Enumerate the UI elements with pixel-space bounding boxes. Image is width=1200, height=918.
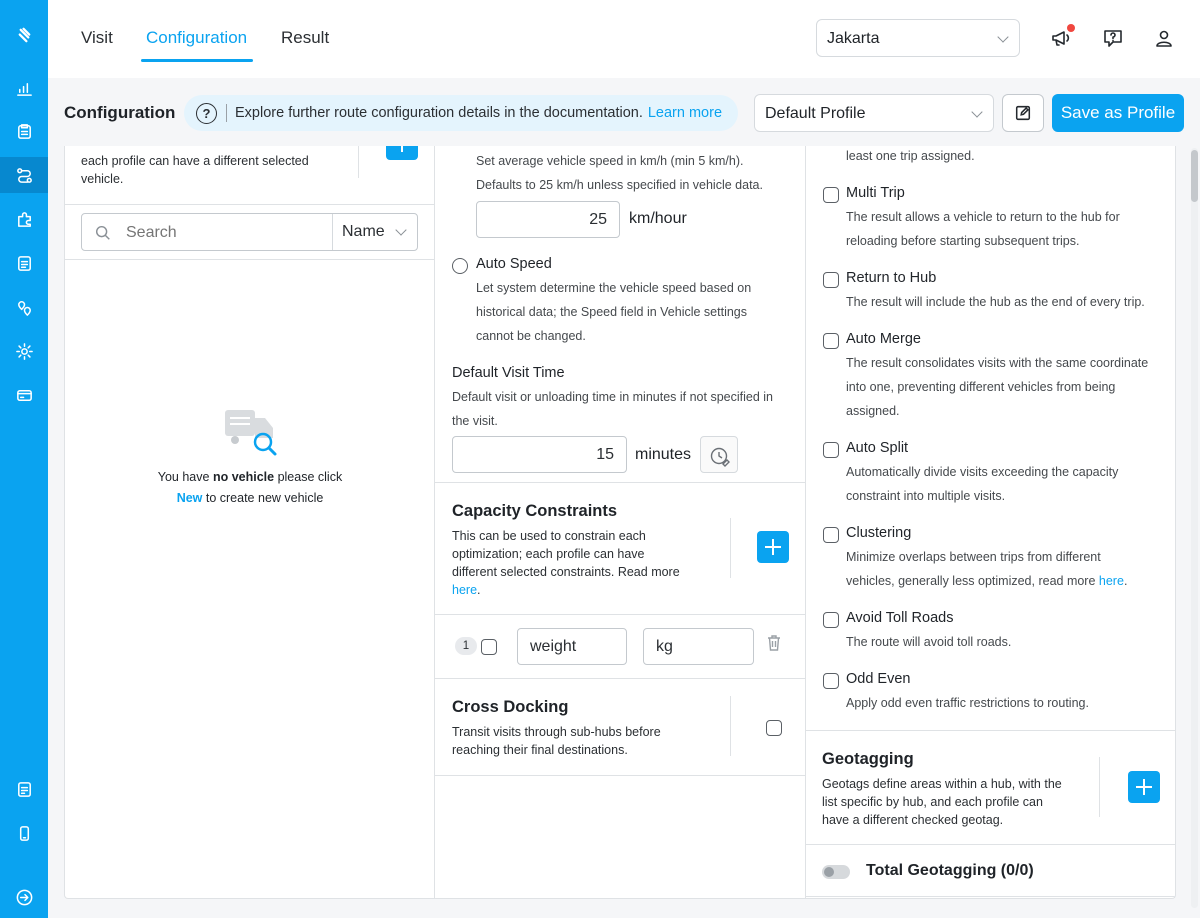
divider xyxy=(806,896,1175,897)
configuration-panel xyxy=(64,146,1176,899)
speed-constraints-column xyxy=(435,146,806,899)
tab-visit[interactable]: Visit xyxy=(81,28,113,47)
chevron-down-icon xyxy=(395,224,406,235)
capacity-constraints-description: This can be used to constrain each optimization; each profile can have different selected constraints. Read more here. xyxy=(452,529,680,597)
vehicle-search-box xyxy=(81,213,418,251)
toggle-knob xyxy=(824,867,834,877)
credit-card-icon[interactable] xyxy=(0,377,48,413)
clustering-checkbox[interactable] xyxy=(823,527,839,543)
geotagging-title: Geotagging xyxy=(822,750,914,768)
divider xyxy=(358,146,359,178)
vehicle-search-input[interactable] xyxy=(126,222,326,244)
help-chat-icon[interactable] xyxy=(1101,26,1127,52)
page-title: Configuration xyxy=(64,103,176,122)
odd-even-checkbox[interactable] xyxy=(823,673,839,689)
chevron-down-icon xyxy=(997,31,1008,42)
clustering-description-text: Minimize overlaps between trips from different vehicles, generally less optimized, read more xyxy=(846,550,1101,588)
divider xyxy=(730,518,731,578)
no-vehicle-illustration-icon xyxy=(223,408,279,460)
avoid-toll-roads-label: Avoid Toll Roads xyxy=(846,610,954,626)
multi-trip-description: The result allows a vehicle to return to the hub for reloading before starting subsequent trips. xyxy=(846,210,1120,248)
odd-even-description: Apply odd even traffic restrictions to routing. xyxy=(846,696,1089,710)
return-to-hub-description: The result will include the hub as the end of every trip. xyxy=(846,295,1145,309)
odd-even-label: Odd Even xyxy=(846,671,911,687)
vehicle-column xyxy=(65,146,435,899)
learn-more-link[interactable]: Learn more xyxy=(647,105,723,121)
cross-docking-title: Cross Docking xyxy=(452,698,569,716)
divider xyxy=(65,204,435,205)
vehicle-description: each profile can have a different selected vehicle. xyxy=(81,154,309,186)
active-tab-indicator xyxy=(141,59,253,62)
clock-edit-icon xyxy=(708,444,732,468)
sidebar-rail xyxy=(0,0,48,918)
city-select[interactable] xyxy=(816,19,1020,57)
empty-vehicle-message xyxy=(65,467,435,509)
capacity-read-more-link[interactable]: here xyxy=(452,583,478,597)
avoid-toll-roads-description: The route will avoid toll roads. xyxy=(846,635,1012,649)
divider xyxy=(65,259,435,260)
visit-time-input[interactable]: 15 xyxy=(452,436,627,473)
tab-result[interactable]: Result xyxy=(281,28,330,47)
options-column xyxy=(806,146,1176,899)
constraint-checkbox[interactable] xyxy=(481,639,497,655)
notification-dot xyxy=(1067,24,1075,32)
empty-text: You have xyxy=(157,470,210,484)
avoid-toll-roads-checkbox[interactable] xyxy=(823,612,839,628)
default-visit-time-description: Default visit or unloading time in minutes if not specified in the visit. xyxy=(452,390,773,428)
info-banner-text: Explore further route configuration details in the documentation. xyxy=(235,105,643,121)
cross-docking-checkbox[interactable] xyxy=(766,720,782,736)
geotagging-description: Geotags define areas within a hub, with the list specific by hub, and each profile can have a different checked geotag. xyxy=(822,777,1062,827)
auto-merge-description: The result consolidates visits with the same coordinate into one, preventing different vehicles from being assigned. xyxy=(846,356,1149,418)
speed-input[interactable]: 25 xyxy=(476,201,620,238)
auto-speed-description: Let system determine the vehicle speed based on historical data; the Speed field in Vehicle settings cannot be changed. xyxy=(476,281,752,343)
return-to-hub-checkbox[interactable] xyxy=(823,272,839,288)
default-visit-time-title: Default Visit Time xyxy=(452,365,565,381)
edit-profile-button[interactable] xyxy=(1002,94,1044,132)
auto-speed-radio[interactable] xyxy=(452,258,468,274)
divider xyxy=(435,678,806,679)
brand-logo-icon[interactable] xyxy=(0,17,48,53)
constraint-unit-input[interactable]: kg xyxy=(643,628,754,665)
constraint-index-badge: 1 xyxy=(455,637,477,655)
edit-pencil-icon xyxy=(1014,104,1032,122)
auto-split-description: Automatically divide visits exceeding the capacity constraint into multiple visits. xyxy=(846,465,1119,503)
clustering-description: Minimize overlaps between trips from different vehicles, generally less optimized, read more here. xyxy=(846,550,1128,588)
profile-select-value: Default Profile xyxy=(765,105,866,122)
expand-sidebar-icon[interactable] xyxy=(0,879,48,915)
mobile-device-icon[interactable] xyxy=(0,815,48,851)
scrollbar-thumb[interactable] xyxy=(1191,150,1198,202)
auto-merge-label: Auto Merge xyxy=(846,331,921,347)
divider xyxy=(806,730,1175,731)
puzzle-icon[interactable] xyxy=(0,201,48,237)
divider xyxy=(435,614,806,615)
multi-trip-checkbox[interactable] xyxy=(823,187,839,203)
auto-speed-label: Auto Speed xyxy=(476,256,552,272)
add-capacity-constraint-button[interactable] xyxy=(757,531,789,563)
announcement-megaphone-icon[interactable] xyxy=(1049,26,1075,52)
search-icon xyxy=(94,224,112,242)
divider xyxy=(435,775,806,776)
auto-split-checkbox[interactable] xyxy=(823,442,839,458)
tab-configuration[interactable]: Configuration xyxy=(146,28,248,47)
auto-merge-checkbox[interactable] xyxy=(823,333,839,349)
clustering-read-more-link[interactable]: here xyxy=(1098,574,1124,588)
cross-docking-description: Transit visits through sub-hubs before reaching their final destinations. xyxy=(452,725,661,757)
divider xyxy=(435,482,806,483)
multi-trip-label: Multi Trip xyxy=(846,185,905,201)
divider xyxy=(1099,757,1100,817)
capacity-constraints-title: Capacity Constraints xyxy=(452,502,618,520)
divider xyxy=(730,696,731,756)
dashboard-chart-icon[interactable] xyxy=(0,70,48,106)
save-as-profile-button[interactable]: Save as Profile xyxy=(1052,94,1184,132)
return-to-hub-label: Return to Hub xyxy=(846,270,937,286)
speed-unit: km/hour xyxy=(629,210,687,227)
route-optimization-icon[interactable] xyxy=(0,157,48,193)
trash-icon[interactable] xyxy=(766,634,782,652)
help-question-icon: ? xyxy=(196,103,217,124)
visit-time-unit: minutes xyxy=(635,446,692,463)
capacity-description-text: This can be used to constrain each optimization; each profile can have different selected constraints. Read more xyxy=(452,529,680,579)
document-list-icon[interactable] xyxy=(0,245,48,281)
empty-text: please click xyxy=(277,470,343,484)
notes-icon[interactable] xyxy=(0,771,48,807)
sort-by-value: Name xyxy=(342,223,385,240)
chevron-down-icon xyxy=(971,106,982,117)
speed-description: Set average vehicle speed in km/h (min 5 km/h). Defaults to 25 km/h unless specified in vehicle data. xyxy=(476,154,763,192)
empty-text-bold: no vehicle xyxy=(212,470,275,484)
option-overflow-text: least one trip assigned. xyxy=(846,149,975,163)
add-vehicle-button[interactable] xyxy=(386,146,418,160)
auto-split-label: Auto Split xyxy=(846,440,909,456)
clipboard-icon[interactable] xyxy=(0,113,48,149)
documentation-info-banner xyxy=(184,95,738,131)
divider xyxy=(806,844,1175,845)
total-geotagging-label: Total Geotagging (0/0) xyxy=(866,862,1034,879)
user-profile-icon[interactable] xyxy=(1152,26,1178,52)
scrollbar-track[interactable] xyxy=(1191,148,1198,908)
add-geotag-button[interactable] xyxy=(1128,771,1160,803)
sort-by-select[interactable] xyxy=(333,214,418,250)
divider xyxy=(226,104,227,122)
new-vehicle-link[interactable]: New xyxy=(176,491,203,505)
profile-select[interactable] xyxy=(754,94,994,132)
settings-gear-icon[interactable] xyxy=(0,333,48,369)
empty-text: to create new vehicle xyxy=(205,491,324,505)
city-select-value: Jakarta xyxy=(827,30,880,47)
constraint-name-input[interactable]: weight xyxy=(517,628,627,665)
location-pins-icon[interactable] xyxy=(0,289,48,325)
visit-time-settings-button[interactable] xyxy=(700,436,738,473)
clustering-label: Clustering xyxy=(846,525,912,541)
top-navigation-bar xyxy=(48,0,1200,78)
total-geotagging-toggle[interactable] xyxy=(822,865,850,879)
